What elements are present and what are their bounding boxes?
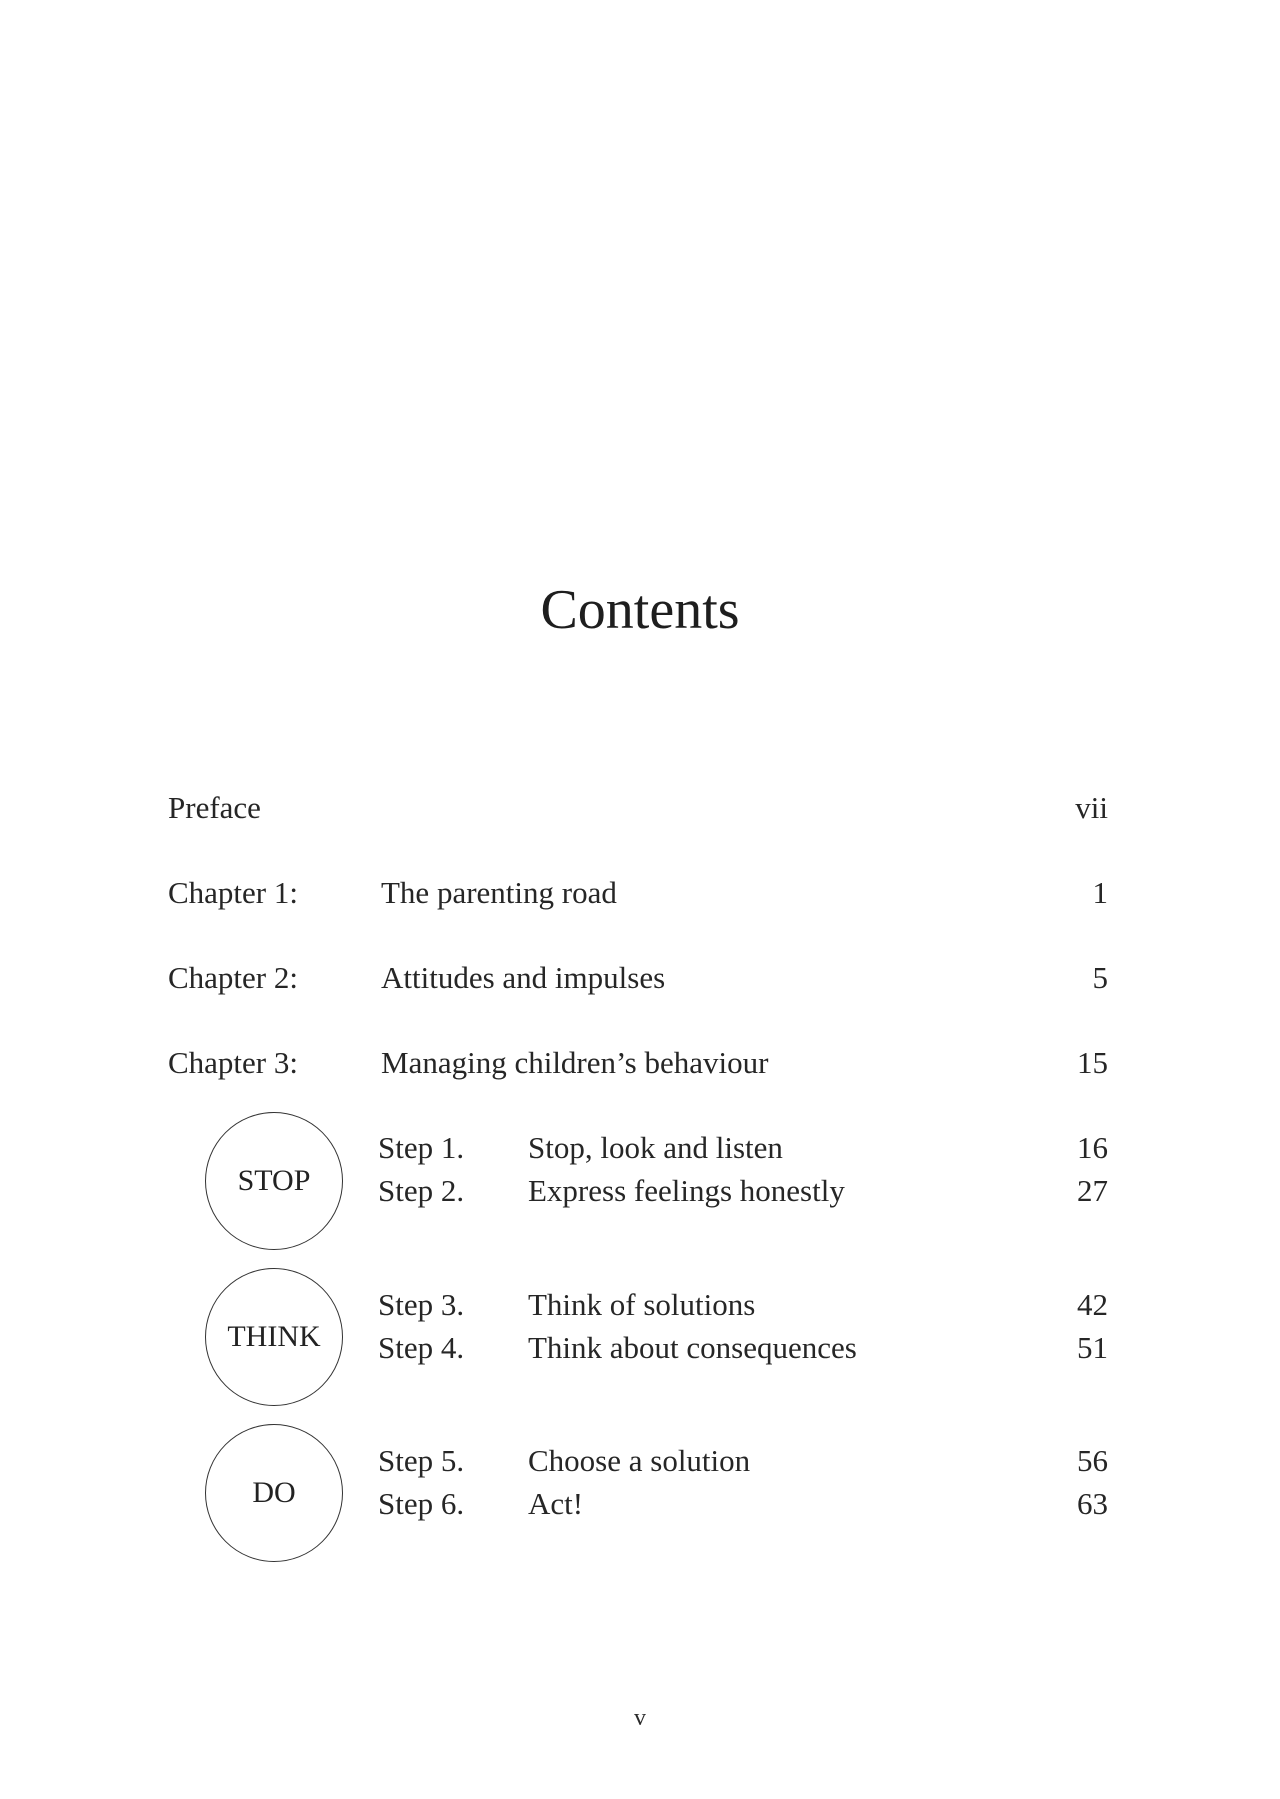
toc-chapter-3-label: Chapter 3: bbox=[168, 1045, 298, 1080]
toc-step-6-title: Act! bbox=[528, 1486, 584, 1521]
do-badge-label: DO bbox=[252, 1476, 296, 1509]
do-badge bbox=[205, 1424, 343, 1562]
think-badge bbox=[205, 1268, 343, 1406]
stop-badge bbox=[205, 1112, 343, 1250]
toc-chapter-2-label: Chapter 2: bbox=[168, 960, 298, 995]
toc-chapter-2-title: Attitudes and impulses bbox=[381, 960, 666, 995]
toc-step-2-page: 27 bbox=[1077, 1173, 1108, 1208]
toc-chapter-1-label: Chapter 1: bbox=[168, 875, 298, 910]
toc-step-5-label: Step 5. bbox=[378, 1443, 465, 1478]
toc-step-2-title: Express feelings honestly bbox=[528, 1173, 845, 1208]
toc-step-1-label: Step 1. bbox=[378, 1130, 465, 1165]
toc-step-1-page: 16 bbox=[1077, 1130, 1108, 1165]
toc-step-1-title: Stop, look and listen bbox=[528, 1130, 783, 1165]
toc-step-3-page: 42 bbox=[1077, 1287, 1108, 1322]
toc-step-2-label: Step 2. bbox=[378, 1173, 465, 1208]
toc-step-3-title: Think of solutions bbox=[528, 1287, 756, 1322]
toc-step-4-title: Think about consequences bbox=[528, 1330, 857, 1365]
toc-chapter-1-title: The parenting road bbox=[381, 875, 617, 910]
stop-badge-label: STOP bbox=[237, 1164, 311, 1197]
toc-step-6-page: 63 bbox=[1077, 1486, 1108, 1521]
toc-step-6-label: Step 6. bbox=[378, 1486, 465, 1521]
toc-step-4-label: Step 4. bbox=[378, 1330, 465, 1365]
toc-step-5-title: Choose a solution bbox=[528, 1443, 751, 1478]
page-number: v bbox=[634, 1705, 646, 1731]
toc-chapter-1-page: 1 bbox=[1092, 875, 1108, 910]
page-title: Contents bbox=[540, 579, 740, 641]
toc-step-3-label: Step 3. bbox=[378, 1287, 465, 1322]
toc-step-5-page: 56 bbox=[1077, 1443, 1108, 1478]
toc-preface-label: Preface bbox=[168, 790, 261, 825]
toc-preface-page: vii bbox=[1075, 790, 1108, 825]
think-badge-label: THINK bbox=[227, 1320, 321, 1353]
toc-chapter-3-title: Managing children’s behaviour bbox=[381, 1045, 769, 1080]
toc-step-4-page: 51 bbox=[1077, 1330, 1108, 1365]
toc-chapter-3-page: 15 bbox=[1077, 1045, 1108, 1080]
toc-chapter-2-page: 5 bbox=[1092, 960, 1108, 995]
